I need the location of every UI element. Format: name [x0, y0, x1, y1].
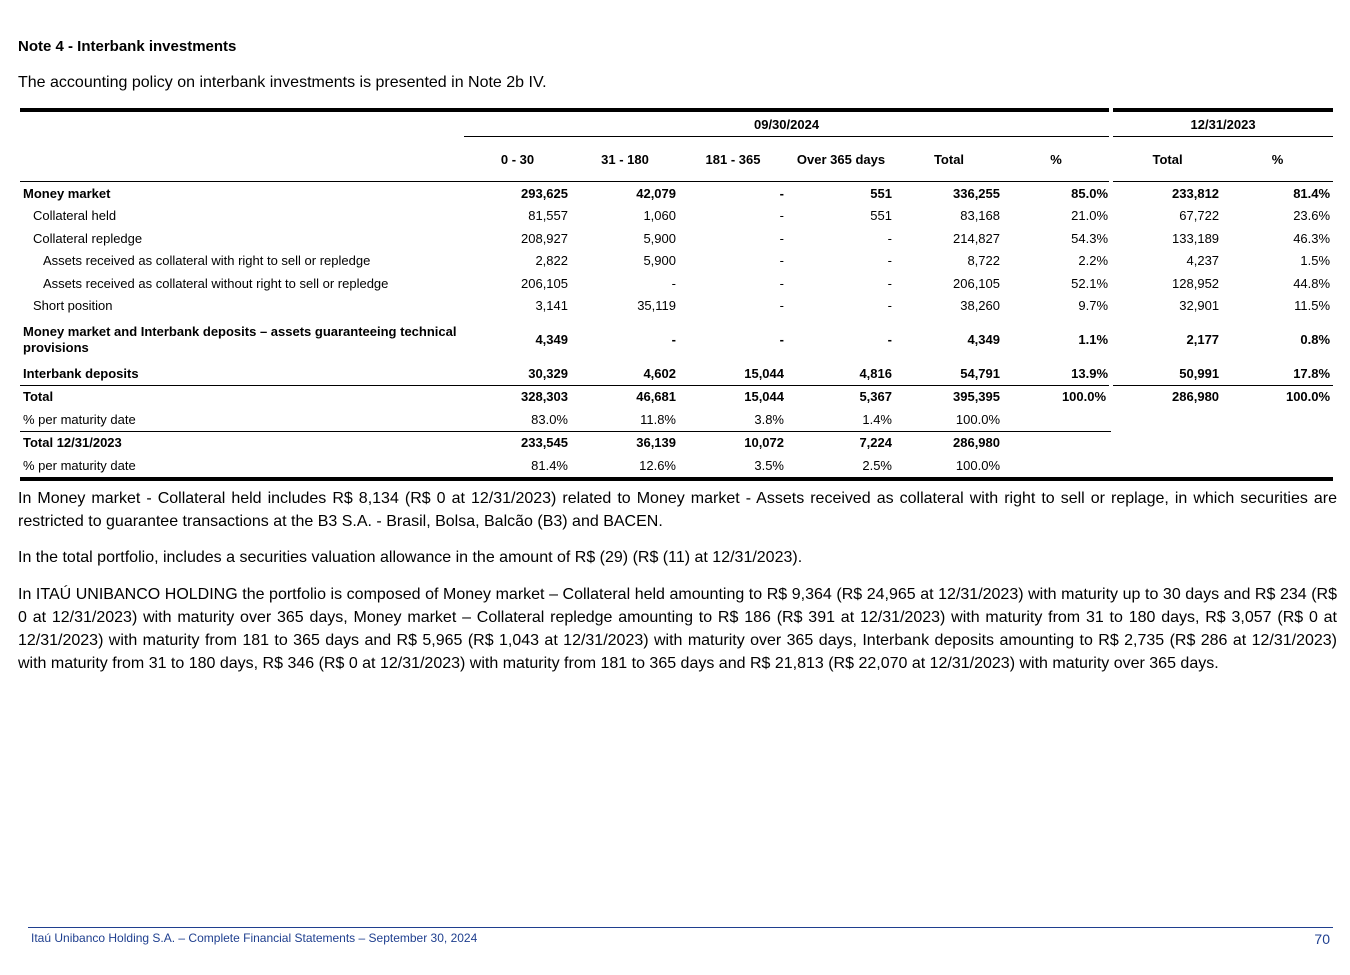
cell: 328,303 [464, 385, 571, 408]
row-label: Collateral held [33, 208, 117, 224]
cell: - [887, 298, 892, 314]
cell: - [887, 230, 892, 246]
cell: 2,177 [1186, 332, 1220, 347]
row-label: % per maturity date [23, 411, 136, 427]
table-row-total-prior [20, 431, 1333, 454]
col-header: Total [1111, 137, 1222, 182]
cell: 7,224 [787, 431, 895, 454]
cell: - [779, 298, 784, 314]
cell: - [887, 253, 892, 269]
cell: 50,991 [1179, 365, 1220, 381]
cell: 38,260 [960, 298, 1000, 314]
footer-text: Itaú Unibanco Holding S.A. – Complete Financial Statements – September 30, 2024 [31, 931, 478, 945]
table-row-total [20, 385, 1333, 408]
row-label: Total 12/31/2023 [20, 431, 464, 454]
cell: 5,900 [643, 230, 676, 246]
row-label: Money market [23, 185, 111, 201]
cell: 15,044 [744, 365, 784, 381]
cell: 233,545 [464, 431, 571, 454]
cell: 54,791 [960, 365, 1000, 381]
cell: 100.0% [1222, 385, 1333, 408]
cell: 1.1% [1078, 332, 1109, 347]
paragraph-holding-portfolio: In ITAÚ UNIBANCO HOLDING the portfolio is composed of Money market – Collateral held amounting to R$ 9,364 (R$ 24,965 at 12/31/2023) with maturity up to 30 days and R$ 234 (R$ 0 at 12/31/2023) with maturity over 365 days, Money market – Collateral repledge amounting to R$ 186 (R$ 391 at 12/31/2023) with maturity from 31 to 180 days, R$ 3,057 (R$ 0 at 12/31/2023) with maturity from 181 to 365 days and R$ 5,965 (R$ 1,043 at 12/31/2023) with maturity over 365 days, Interbank deposits amounting to R$ 2,735 (R$ 286 at 12/31/2023) with maturity from 31 to 180 days, R$ 346 (R$ 0 at 12/31/2023) with maturity from 181 to 365 days and R$ 21,813 (R$ 22,070 at 12/31/2023) with maturity over 365 days. [18, 586, 1337, 672]
cell: 286,980 [1111, 385, 1222, 408]
cell: 100.0% [955, 411, 1000, 427]
cell: 214,827 [953, 230, 1000, 246]
row-label: Assets received as collateral with right to sell or repledge [43, 253, 371, 269]
paragraph-valuation-allowance: In the total portfolio, includes a securities valuation allowance in the amount of R$ (29) (R$ (11) at 12/31/2023). [18, 549, 803, 566]
cell: 81,557 [528, 208, 568, 224]
cell: 4,237 [1186, 253, 1220, 269]
cell: 5,900 [643, 253, 676, 269]
col-header: 181 - 365 [705, 151, 761, 167]
cell: 32,901 [1179, 298, 1220, 314]
paragraph-collateral-held: In Money market - Collateral held includes R$ 8,134 (R$ 0 at 12/31/2023) related to Money market - Assets received as collateral with right to sell or replage, in which securities are restricted to guarantee transactions at the B3 S.A. - Brasil, Bolsa, Balcão (B3) and BACEN. [18, 490, 1337, 530]
cell: 551 [870, 185, 892, 201]
cell: 233,812 [1172, 185, 1220, 201]
cell: 3,141 [535, 298, 568, 314]
cell: 13.9% [1071, 365, 1109, 381]
cell: 23.6% [1293, 208, 1331, 224]
cell: 46.3% [1293, 230, 1331, 246]
cell: - [779, 208, 784, 224]
cell: 551 [870, 208, 892, 224]
table-row [20, 408, 1333, 431]
cell: - [779, 332, 784, 347]
note-title: Note 4 - Interbank investments [18, 38, 237, 55]
cell: - [779, 253, 784, 269]
cell: - [887, 332, 892, 347]
cell: - [779, 230, 784, 246]
cell: 36,139 [571, 431, 679, 454]
cell: 12.6% [639, 457, 676, 473]
col-header: % [1271, 151, 1284, 167]
cell: 35,119 [637, 298, 676, 314]
header-date-prior: 12/31/2023 [1111, 110, 1333, 137]
cell: 54.3% [1071, 230, 1109, 246]
cell: 1.4% [862, 411, 892, 427]
header-date-current: 09/30/2024 [464, 110, 1111, 137]
cell: 67,722 [1179, 208, 1220, 224]
cell: - [779, 275, 784, 291]
cell: - [779, 185, 784, 201]
cell: 4,349 [967, 332, 1000, 347]
col-header: 31 - 180 [601, 151, 649, 167]
cell: 2.2% [1078, 253, 1109, 269]
cell: 3.8% [754, 411, 784, 427]
table-row [20, 182, 1333, 205]
col-header: Total [933, 151, 965, 167]
cell: 52.1% [1071, 275, 1109, 291]
cell: 10,072 [679, 431, 787, 454]
header-columns-row [20, 137, 1333, 182]
col-header: % [1050, 151, 1062, 167]
cell: 395,395 [895, 385, 1003, 408]
cell: 83,168 [960, 208, 1000, 224]
cell: 17.8% [1293, 365, 1331, 381]
interbank-investments-table [20, 108, 1333, 481]
cell: 81.4% [531, 457, 568, 473]
table-row [20, 362, 1333, 385]
row-label: Short position [33, 298, 113, 314]
row-label: % per maturity date [23, 457, 136, 473]
row-label: Interbank deposits [23, 365, 139, 381]
cell: 3.5% [754, 457, 784, 473]
table-row [20, 272, 1333, 295]
cell: 336,255 [953, 185, 1000, 201]
cell: 9.7% [1078, 298, 1109, 314]
footer-divider [28, 927, 1333, 928]
cell: 206,105 [521, 275, 568, 291]
table-row [20, 317, 1333, 362]
cell: 4,816 [859, 365, 892, 381]
cell: 5,367 [787, 385, 895, 408]
cell: 85.0% [1071, 185, 1109, 201]
cell: 208,927 [521, 230, 568, 246]
cell: - [671, 275, 676, 291]
cell: 11.8% [640, 411, 676, 427]
cell: 4,602 [643, 365, 676, 381]
cell: 83.0% [531, 411, 568, 427]
cell: 286,980 [895, 431, 1003, 454]
cell: 21.0% [1071, 208, 1109, 224]
cell: - [887, 275, 892, 291]
col-header: Over 365 days [796, 151, 886, 167]
cell: 206,105 [953, 275, 1000, 291]
row-label: Total [20, 385, 464, 408]
cell: 128,952 [1172, 275, 1220, 291]
table-row [20, 295, 1333, 318]
cell: 100.0% [955, 457, 1000, 473]
col-header: 0 - 30 [500, 151, 535, 167]
cell: - [671, 332, 676, 347]
interbank-investments-table-container [20, 108, 1333, 481]
cell: 2.5% [862, 457, 892, 473]
row-label: Money market and Interbank deposits – assets guaranteeing technical provisions [23, 323, 457, 355]
cell: 133,189 [1172, 230, 1220, 246]
cell: 46,681 [571, 385, 679, 408]
cell: 42,079 [636, 185, 676, 201]
header-dates-row [20, 110, 1333, 137]
page-number: 70 [1314, 931, 1330, 947]
cell: 0.8% [1300, 332, 1331, 347]
cell: 1,060 [643, 208, 676, 224]
cell: 2,822 [535, 253, 568, 269]
row-label: Assets received as collateral without right to sell or repledge [43, 275, 389, 291]
cell: 30,329 [528, 365, 568, 381]
cell: 1.5% [1300, 253, 1331, 269]
table-row [20, 250, 1333, 273]
cell: 8,722 [967, 253, 1000, 269]
table-row [20, 227, 1333, 250]
cell: 100.0% [1003, 385, 1111, 408]
cell: 293,625 [521, 185, 568, 201]
table-row [20, 205, 1333, 228]
cell: 4,349 [535, 332, 568, 347]
cell: 15,044 [679, 385, 787, 408]
table-row [20, 454, 1333, 479]
cell: 81.4% [1293, 185, 1331, 201]
cell: 44.8% [1293, 275, 1331, 291]
row-label: Collateral repledge [33, 230, 143, 246]
cell: 11.5% [1294, 298, 1331, 314]
intro-text: The accounting policy on interbank investments is presented in Note 2b IV. [18, 74, 547, 91]
